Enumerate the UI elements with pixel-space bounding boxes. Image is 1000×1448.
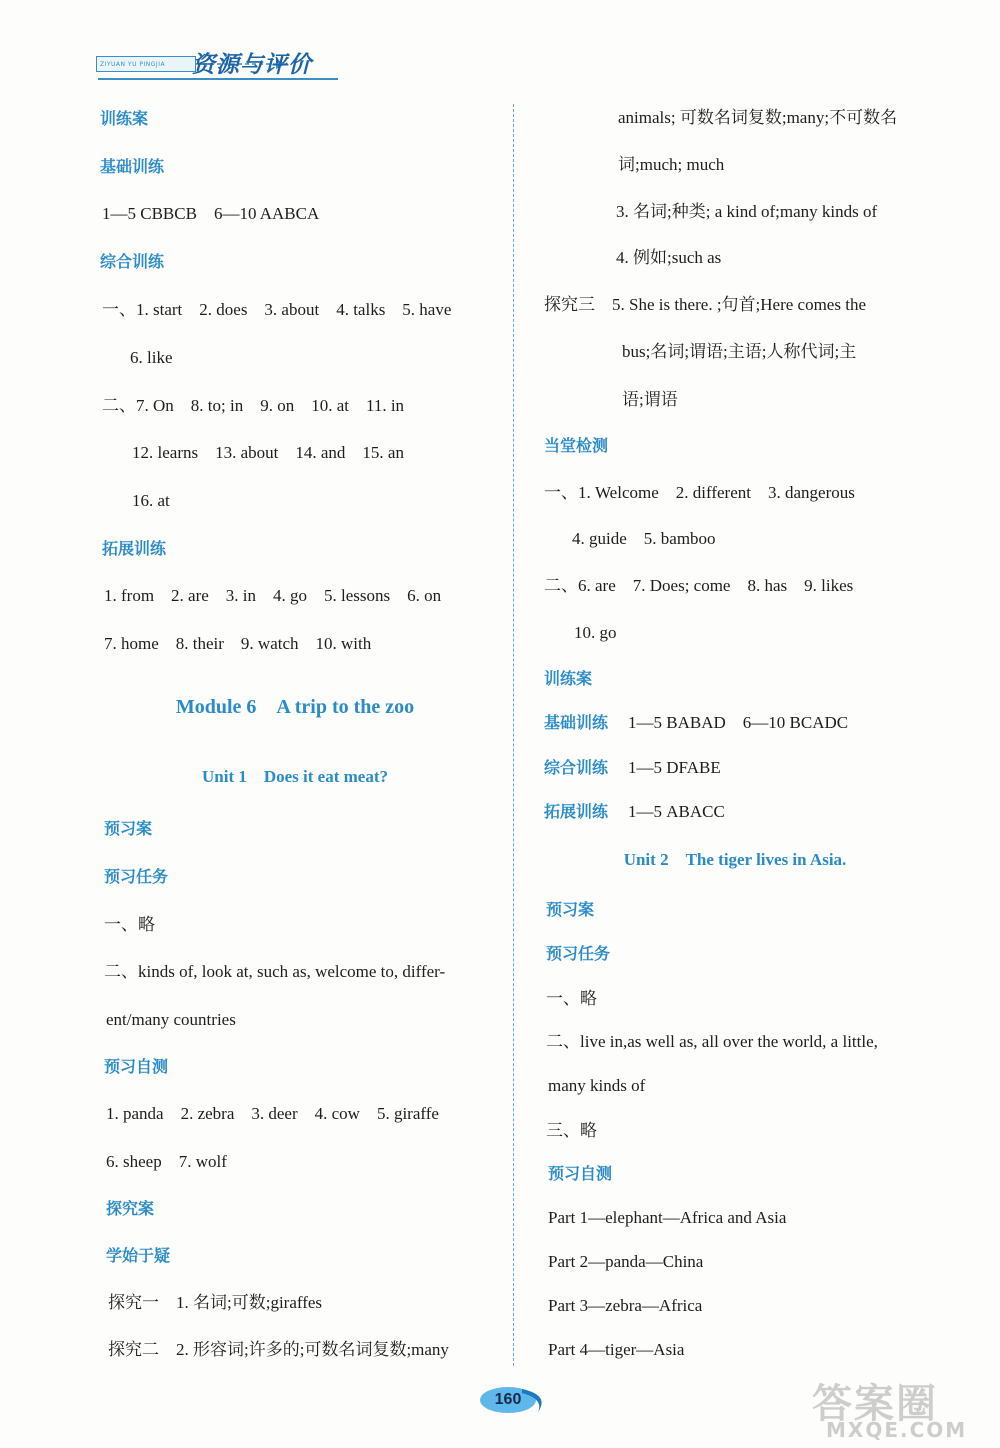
unit-title: Unit 2 The tiger lives in Asia. <box>623 850 847 869</box>
watermark-logo <box>812 1372 992 1442</box>
answer-line: Part 1—elephant—Africa and Asia <box>548 1208 787 1227</box>
header-underline <box>98 78 338 80</box>
answer-line: 1. from 2. are 3. in 4. go 5. lessons 6. on <box>104 586 442 605</box>
answer-line: 12. learns 13. about 14. and 15. an <box>132 443 404 462</box>
inline-answer: 1—5 ABACC <box>628 802 725 821</box>
section-heading: 预习任务 <box>104 867 169 886</box>
page-number-badge <box>478 1385 554 1415</box>
answer-line: 4. guide 5. bamboo <box>572 529 716 548</box>
section-heading: 探究案 <box>106 1199 155 1218</box>
answer-line-with-label <box>544 801 725 823</box>
answer-line: 二、kinds of, look at, such as, welcome to, differ- <box>104 962 446 981</box>
answer-line: 探究二 2. 形容词;许多的;可数名词复数;many <box>108 1340 449 1359</box>
watermark-top-text: 答案圈 <box>812 1381 938 1427</box>
answer-line: 一、略 <box>546 989 597 1008</box>
answer-line: bus;名词;谓语;主语;人称代词;主 <box>622 342 857 361</box>
section-heading: 拓展训练 <box>102 539 167 558</box>
watermark-bottom-text: MXQE.COM <box>826 1418 968 1442</box>
answer-line: 探究三 5. She is there. ;句首;Here comes the <box>544 295 866 314</box>
answer-line: 1. panda 2. zebra 3. deer 4. cow 5. giraffe <box>106 1104 439 1123</box>
answer-line: Part 2—panda—China <box>548 1252 704 1271</box>
inline-label: 拓展训练 <box>544 802 609 821</box>
page-number: 160 <box>494 1391 522 1408</box>
answer-line: 6. like <box>130 348 173 367</box>
answer-line: ent/many countries <box>106 1010 236 1029</box>
inline-label: 基础训练 <box>544 713 609 732</box>
answer-line: 7. home 8. their 9. watch 10. with <box>104 634 372 653</box>
column-divider <box>513 104 514 1366</box>
inline-answer: 1—5 BABAD 6—10 BCADC <box>628 713 849 732</box>
answer-line: 一、略 <box>104 915 155 934</box>
section-heading: 当堂检测 <box>544 436 609 455</box>
inline-label: 综合训练 <box>544 758 609 777</box>
answer-line: 二、7. On 8. to; in 9. on 10. at 11. in <box>102 396 405 415</box>
section-heading: 预习任务 <box>546 944 611 963</box>
inline-answer: 1—5 DFABE <box>628 758 721 777</box>
page-header <box>96 44 346 84</box>
unit-title: Unit 1 Does it eat meat? <box>201 767 388 786</box>
answer-line: 4. 例如;such as <box>616 248 722 267</box>
answer-line: 二、6. are 7. Does; come 8. has 9. likes <box>544 576 854 595</box>
section-heading: 学始于疑 <box>106 1246 171 1265</box>
answer-line: 语;谓语 <box>622 390 678 409</box>
section-heading: 预习自测 <box>548 1164 613 1183</box>
answer-line-with-label <box>544 757 721 779</box>
header-brand-band: ZIYUAN YU PINGJIA <box>96 56 196 72</box>
module-title: Module 6 A trip to the zoo <box>175 696 415 718</box>
answer-line: animals; 可数名词复数;many;不可数名 <box>618 108 898 127</box>
section-heading: 综合训练 <box>100 252 165 271</box>
answer-line: 二、live in,as well as, all over the world, a little, <box>546 1032 878 1051</box>
section-heading: 预习自测 <box>104 1057 169 1076</box>
section-heading: 基础训练 <box>100 157 165 176</box>
answer-line: many kinds of <box>548 1076 646 1095</box>
answer-line: Part 3—zebra—Africa <box>548 1296 703 1315</box>
answer-line: 一、1. Welcome 2. different 3. dangerous <box>544 483 855 502</box>
answer-line: 1—5 CBBCB 6—10 AABCA <box>102 204 320 223</box>
header-title: 资源与评价 <box>192 52 312 78</box>
section-heading: 预习案 <box>546 900 595 919</box>
answer-line: 3. 名词;种类; a kind of;many kinds of <box>616 202 878 221</box>
section-heading: 预习案 <box>104 819 153 838</box>
answer-line: 三、略 <box>546 1121 597 1140</box>
answer-line: 探究一 1. 名词;可数;giraffes <box>108 1293 323 1312</box>
answer-line: 10. go <box>574 623 617 642</box>
answer-line: 6. sheep 7. wolf <box>106 1152 227 1171</box>
section-heading: 训练案 <box>544 669 593 688</box>
answer-line: 16. at <box>132 491 170 510</box>
answer-line: 词;much; much <box>618 155 725 174</box>
answer-line-with-label <box>544 712 848 734</box>
answer-line: 一、1. start 2. does 3. about 4. talks 5. have <box>102 300 452 319</box>
answer-line: Part 4—tiger—Asia <box>548 1340 685 1359</box>
section-heading: 训练案 <box>100 109 149 128</box>
